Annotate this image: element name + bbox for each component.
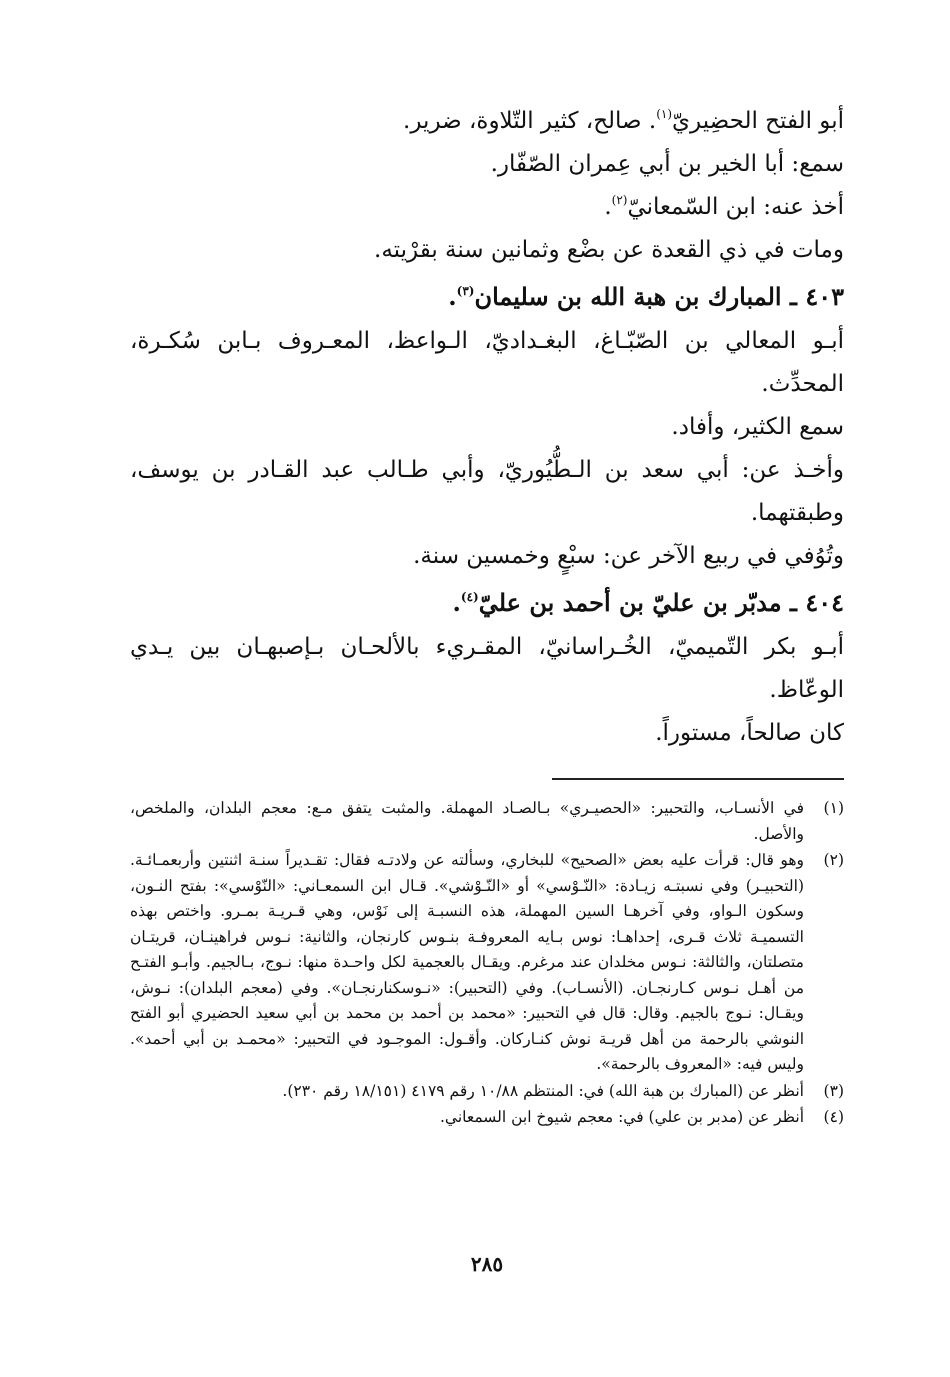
text-line: وتُوُفي في ربيع الآخر عن: سبْعٍ وخمسين سنة. (413, 543, 844, 569)
text-line: سمع الكثير، وأفاد. (671, 414, 844, 440)
footnotes (130, 796, 844, 1132)
footnote-text: في الأنسـاب، والتحبير: «الحصيـري» بـالصـاد المهملة. والمثبت يتفق مـع: معجم البلدان، والملخص، والأصل. (130, 799, 804, 843)
text-line: كان صالحاً، مستوراً. (655, 720, 844, 746)
text-line: وأخـذ عن: أبي سعد بن الـطُّيُوريّ، وأبي طـالب عبد القـادر بن يوسف، وطبقتهما. (130, 457, 844, 526)
footnote-number: (٢) (823, 851, 844, 869)
text-line: أخذ عنه: ابن السّمعانيّ$^{(٢)}$. (604, 193, 844, 220)
footnote-text: أنظر عن (المبارك بن هبة الله) في: المنتظم ١٠/٨٨ رقم ٤١٧٩ (١٨/١٥١ رقم ٢٣٠). (282, 1081, 804, 1100)
footnote-marker: (٢) (611, 193, 628, 207)
page-number: ٢٨٥ (470, 1252, 504, 1276)
footnote (130, 796, 844, 847)
footnote (130, 1079, 844, 1105)
text-line: أبـو بكر التّميميّ، الخُـراسانيّ، المقـريء بالألحـان بـإصبهـان بين يـدي الوعّاظ. (130, 634, 844, 703)
footnote-marker: (٣) (456, 284, 475, 298)
text-line: سمع: أبا الخير بن أبي عِمران الصّفّار. (490, 151, 844, 177)
entry-heading-404: ٤٠٤ ـ مدبّر بن عليّ بن أحمد بن عليّ$^{(٤)}$. (452, 588, 844, 617)
footnote-marker: (١) (656, 107, 673, 121)
footnote (130, 1105, 844, 1131)
footnote-text: أنظر عن (مدبر بن علي) في: معجم شيوخ ابن السمعاني. (439, 1108, 804, 1126)
text-line: أبـو المعالي بن الصّبّـاغ، البغـداديّ، الـواعظ، المعـروف بـابن سُكـرة، المحدِّث. (130, 328, 844, 397)
entry-heading-403: ٤٠٣ ـ المبارك بن هبة الله بن سليمان$^{(٣)}$. (448, 282, 844, 311)
footnote-text: وهو قال: قرأت عليه بعض «الصحيح» للبخاري، وسألته عن ولادتـه فقال: تقـديراً سنـة اثنتين وأربعمـائـة. (التحبيـر) وفي نسبتـه زيـادة: «النّـوْسي» أو «النّـوْشي». قـال ابن السمعـاني: «النّوْسي»: بفتح النـون، وسكون الـواو، وفي آخرهـا السين المهملة، هذه النسبـة إلى نَوْس، وهي قـريـة بمـرو. واختص بهذه التسميـة ثلاث قـرى، إحداهـا: نوس بـايه المعروفـة بنـوس كارنجان، والثانية: نـوس فراهينـان، قريتـان متصلتان، والثالثة: نـوس مخلدان عند مرغرم. ويقـال بالعجمية لكل واحـدة منها: نـوج، بـالجيم. وأبـو الفتـح من أهـل نـوس كـارنجـان. (الأنسـاب). وفي (التحبير): «نـوسكنارنجـان». وفي (معجم البلدان): نـوش، ويقـال: نـوج بالجيم. وقال: قال في التحبير: «محمد بن أحمد بن محمد بن أبي سعيد الحضيري أبو الفتح النوشي بالرحمة من أهل قريـة نوش كنـاركان. وأقـول: الموجـود في التحبير: «محمـد بن أبي أحمد». وليس فيه: «المعروف بالرحمة». (130, 851, 804, 1073)
text-line: ومات في ذي القعدة عن بضْع وثمانين سنة بقرْيته. (374, 237, 844, 263)
footnote (130, 848, 844, 1078)
footnote-number: (١) (823, 799, 844, 817)
text-line: أبو الفتح الحضِيريّ$^{(١)}$. صالح، كثير التّلاوة، ضرير. (403, 107, 844, 134)
footnote-number: (٣) (823, 1081, 844, 1100)
footnote-divider (552, 778, 844, 780)
footnote-number: (٤) (823, 1108, 844, 1126)
main-text (130, 100, 844, 755)
book-page (130, 100, 844, 1360)
footnote-marker: (٤) (460, 590, 479, 604)
